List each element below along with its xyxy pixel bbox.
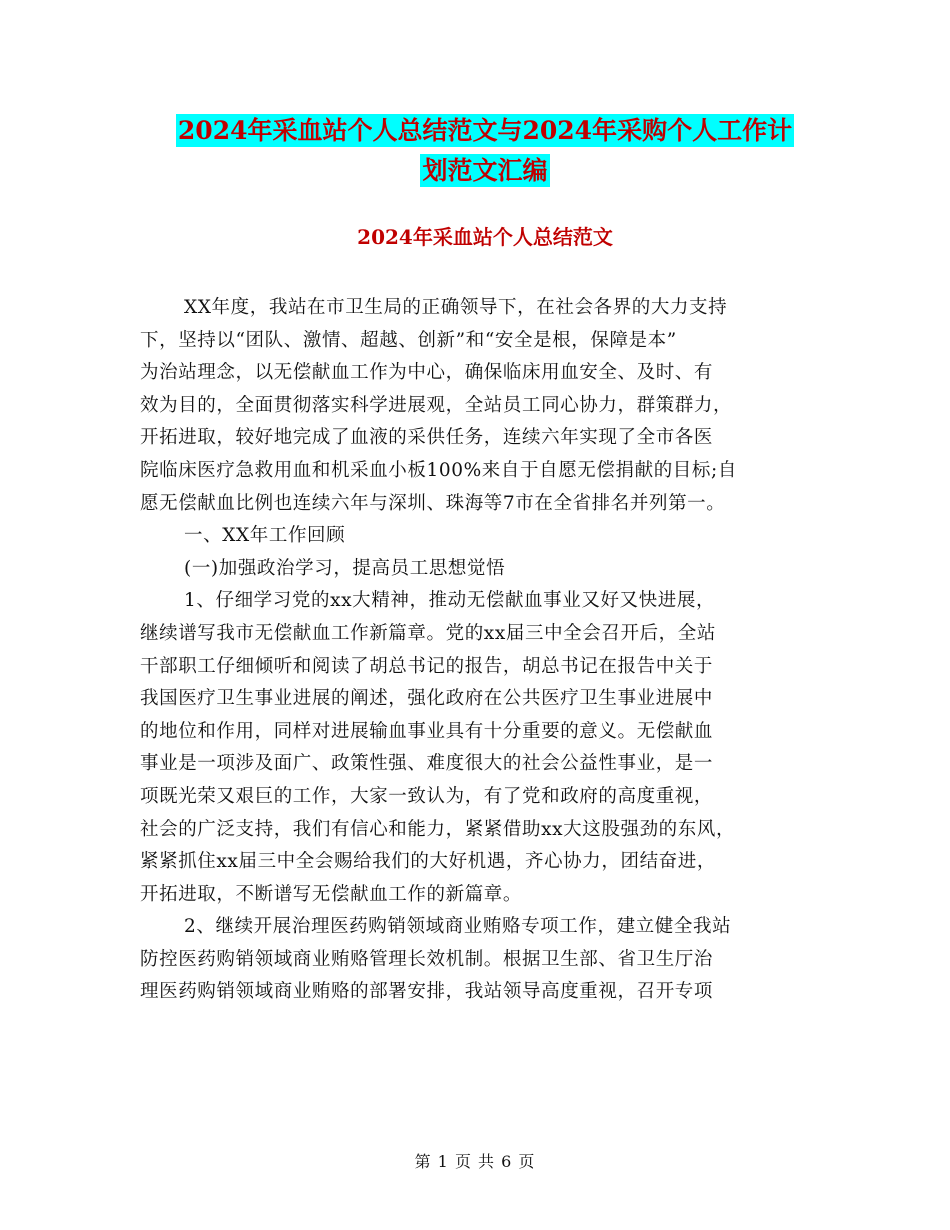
- document-title-line-1: 2024年采血站个人总结范文与2024年采购个人工作计: [177, 116, 793, 145]
- body-line: 紧紧抓住xx届三中全会赐给我们的大好机遇，齐心协力，团结奋进，: [140, 851, 716, 873]
- body-line: 为治站理念，以无偿献血工作为中心，确保临床用血安全、及时、有: [140, 362, 714, 384]
- body-line: 防控医药购销领域商业贿赂管理长效机制。根据卫生部、省卫生厅治: [140, 948, 714, 970]
- body-line: 院临床医疗急救用血和机采血小板100%来自于自愿无偿捐献的目标;自: [140, 459, 737, 481]
- heading-line: 一、XX年工作回顾: [184, 525, 346, 547]
- body-line: 愿无偿献血比例也连续六年与深圳、珠海等7市在全省排名并列第一。: [140, 492, 726, 514]
- subheading-line: (一)加强政治学习，提高员工思想觉悟: [184, 557, 506, 579]
- body-line: 继续谱写我市无偿献血工作新篇章。党的xx届三中全会召开后，全站: [140, 622, 716, 644]
- body-line: 1、仔细学习党的xx大精神，推动无偿献血事业又好又快进展，: [184, 590, 716, 612]
- body-line: 的地位和作用，同样对进展输血事业具有十分重要的意义。无偿献血: [140, 720, 714, 742]
- body-line: 开拓进取，不断谱写无偿献血工作的新篇章。: [140, 883, 523, 905]
- page-footer: 第 1 页 共 6 页: [414, 1152, 536, 1171]
- document-title: [140, 111, 830, 191]
- document-title-line-2: 划范文汇编: [422, 156, 548, 185]
- body-line: 社会的广泛支持，我们有信心和能力，紧紧借助xx大这股强劲的东风，: [140, 818, 736, 840]
- body-line: 我国医疗卫生事业进展的阐述，强化政府在公共医疗卫生事业进展中: [140, 688, 714, 710]
- section-title: 2024年采血站个人总结范文: [357, 225, 613, 249]
- body-line: XX年度，我站在市卫生局的正确领导下，在社会各界的大力支持: [184, 297, 728, 318]
- body-line: 项既光荣又艰巨的工作，大家一致认为，有了党和政府的高度重视，: [140, 785, 714, 807]
- body-line: 开拓进取，较好地完成了血液的采供任务，连续六年实现了全市各医: [140, 427, 714, 449]
- body-line: 下，坚持以“团队、激情、超越、创新”和“安全是根，保障是本”: [140, 329, 677, 351]
- body-line: 干部职工仔细倾听和阅读了胡总书记的报告，胡总书记在报告中关于: [140, 655, 714, 677]
- body-line: 2、继续开展治理医药购销领域商业贿赂专项工作，建立健全我站: [184, 916, 732, 938]
- body-line: 理医药购销领域商业贿赂的部署安排，我站领导高度重视，召开专项: [140, 981, 714, 1003]
- body-line: 事业是一项涉及面广、政策性强、难度很大的社会公益性事业，是一: [140, 753, 714, 775]
- body-line: 效为目的，全面贯彻落实科学进展观，全站员工同心协力，群策群力，: [140, 394, 733, 416]
- document-body: [140, 292, 820, 1009]
